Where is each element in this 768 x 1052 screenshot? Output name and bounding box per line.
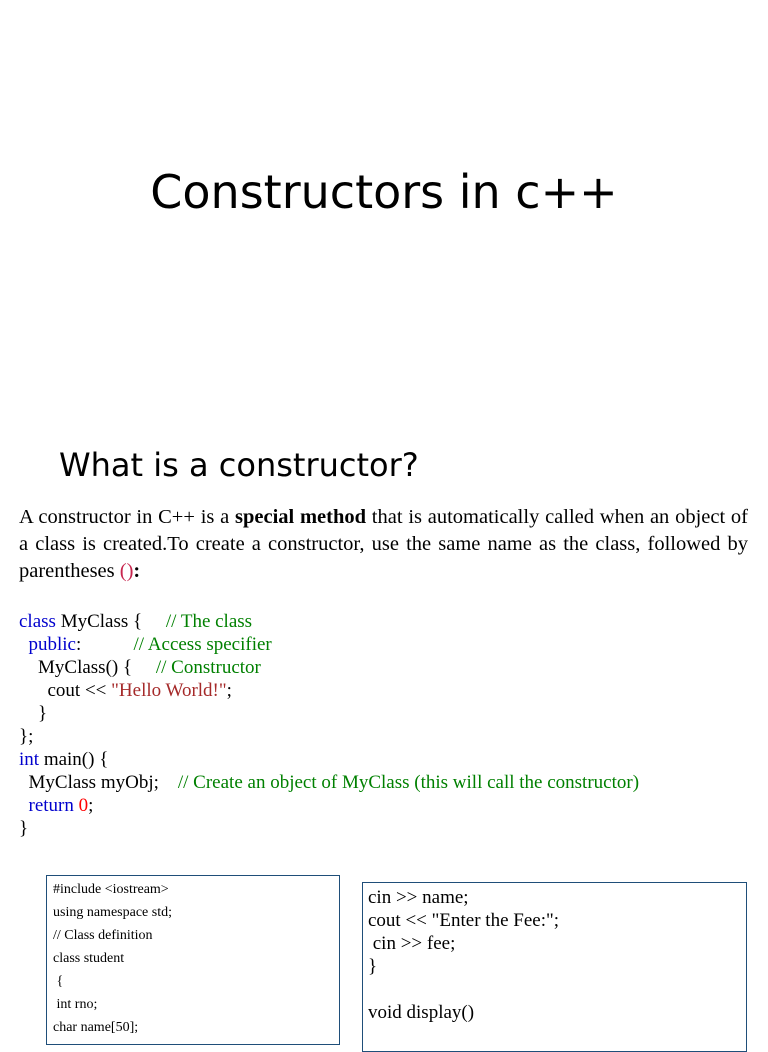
code-box-line: cin >> name; <box>368 887 469 908</box>
code-box-line: void display() <box>368 1002 475 1023</box>
slide-title: Constructors in c++ <box>150 165 618 219</box>
intro-colon: : <box>133 560 141 582</box>
intro-text-part2: that is automatically called when an object of a class is created.To create a constructor, use the same name as the class, followed by parentheses <box>19 506 748 582</box>
code-keyword: class <box>19 611 56 632</box>
code-text: ; <box>226 680 232 701</box>
code-text: } <box>19 818 29 839</box>
code-box-line: int rno; <box>53 997 98 1012</box>
code-box-line: #include <iostream> <box>53 882 169 897</box>
code-comment: // Access specifier <box>133 634 272 655</box>
code-comment: // Create an object of MyClass (this will call the constructor) <box>177 772 640 793</box>
code-text: : <box>76 634 134 655</box>
code-line-3 <box>19 656 759 679</box>
code-box-line: char name[50]; <box>53 1020 139 1035</box>
code-string: "Hello World!" <box>111 680 227 701</box>
code-box-right <box>362 882 747 1052</box>
code-text: MyClass { <box>55 611 166 632</box>
code-box-line: using namespace std; <box>53 905 172 920</box>
code-text: MyClass() { <box>19 657 156 678</box>
code-text: cout << <box>19 680 112 701</box>
code-keyword: return <box>19 795 74 816</box>
code-line-2 <box>19 633 759 656</box>
intro-paragraph <box>19 504 748 585</box>
code-box-line: class student <box>53 951 125 966</box>
code-line-9 <box>19 794 759 817</box>
code-box-line: } <box>368 956 378 977</box>
code-line-10 <box>19 817 759 840</box>
section-heading: What is a constructor? <box>59 446 419 484</box>
code-line-7 <box>19 748 759 771</box>
code-box-line: { <box>53 974 64 989</box>
code-text: MyClass myObj; <box>19 772 178 793</box>
code-comment: // Constructor <box>155 657 261 678</box>
code-box-line: cout << "Enter the Fee:"; <box>368 910 560 931</box>
code-box-line: cin >> fee; <box>368 933 456 954</box>
code-line-6 <box>19 725 759 748</box>
intro-bold-term: special method <box>235 506 367 528</box>
code-comment: // The class <box>165 611 253 632</box>
code-line-5 <box>19 702 759 725</box>
code-line-4 <box>19 679 759 702</box>
code-keyword: int <box>19 749 40 770</box>
code-number: 0 <box>78 795 89 816</box>
code-box-line: // Class definition <box>53 928 153 943</box>
code-text: main() { <box>39 749 109 770</box>
code-text: ; <box>88 795 94 816</box>
code-keyword: public <box>19 634 76 655</box>
code-box-line <box>368 978 741 1001</box>
code-line-1 <box>19 610 759 633</box>
code-example <box>19 610 759 840</box>
code-line-8 <box>19 771 759 794</box>
code-box-left <box>46 875 340 1045</box>
code-text: }; <box>19 726 34 747</box>
intro-parentheses: () <box>119 560 134 582</box>
intro-text-part1: A constructor in C++ is a <box>19 506 235 528</box>
code-text: } <box>19 703 48 724</box>
